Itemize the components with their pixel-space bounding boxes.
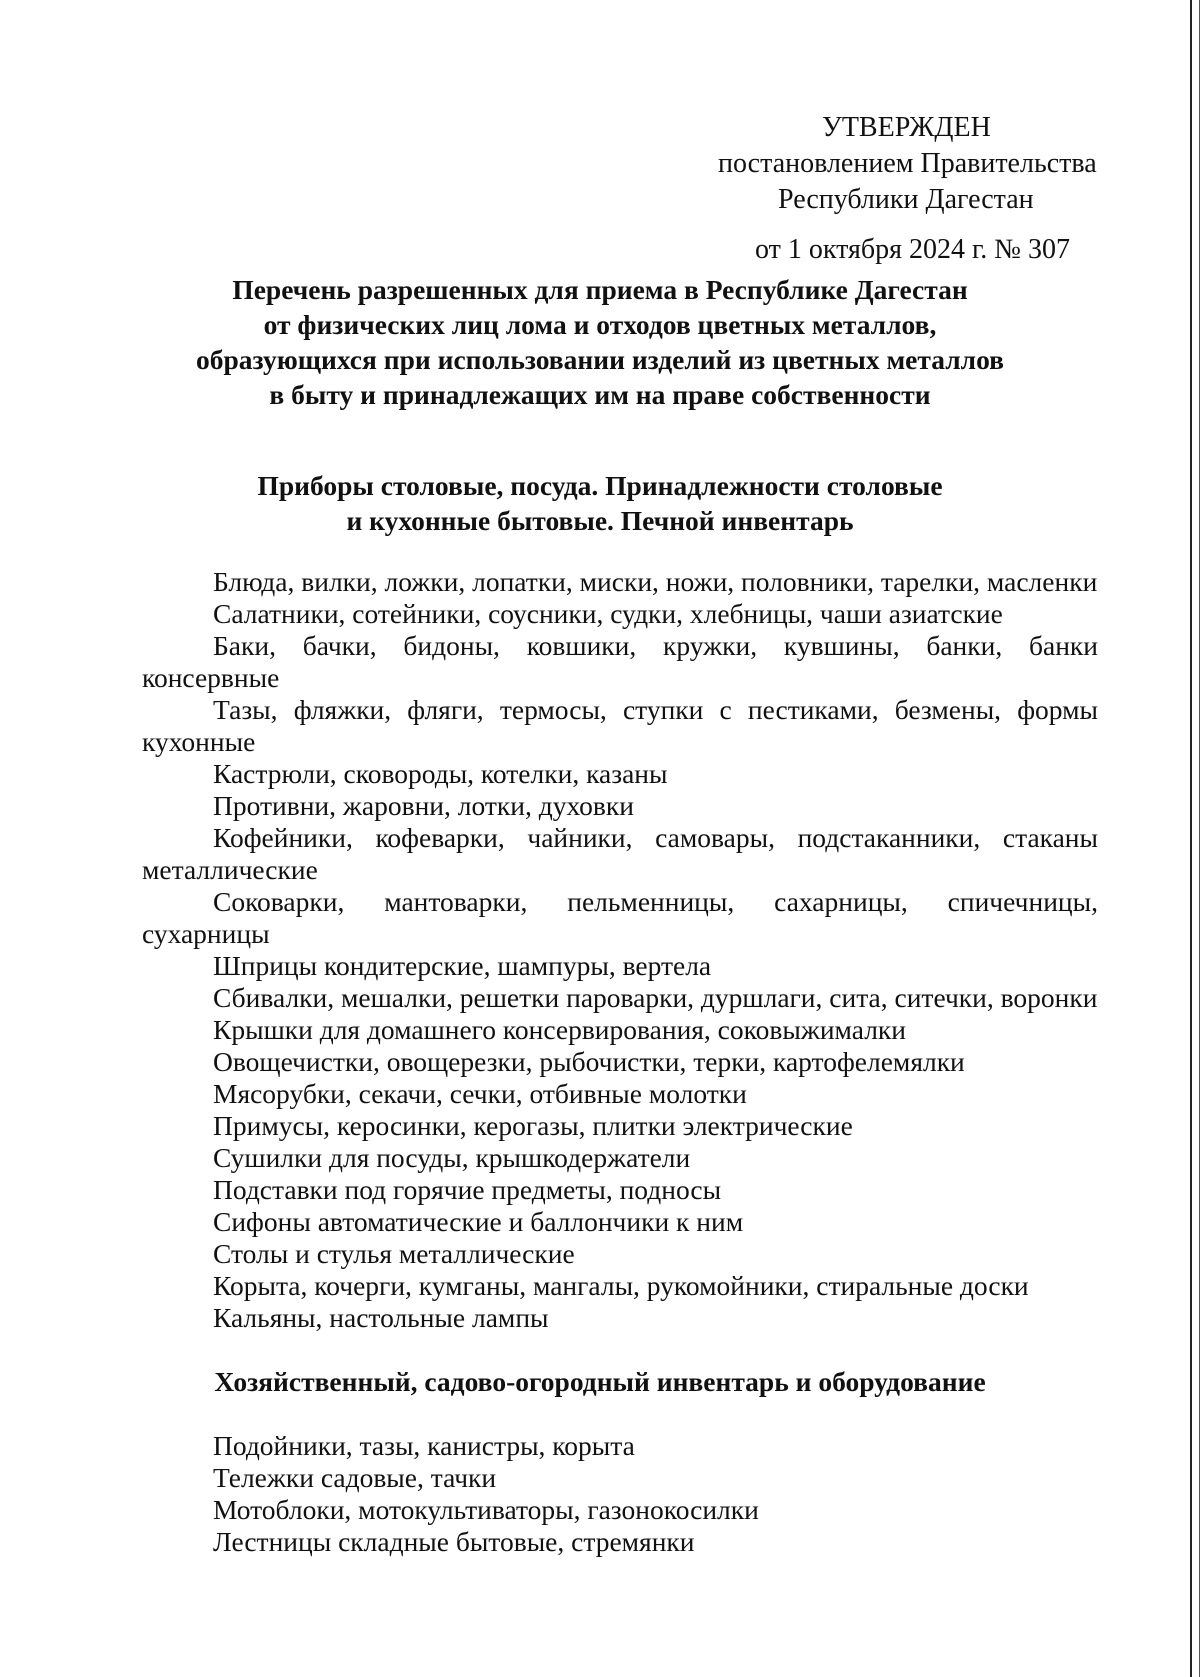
list-item: Соковарки, мантоварки, пельменницы, сахарницы, спичечницы, сухарницы (142, 886, 1098, 949)
list-item: Мясорубки, секачи, сечки, отбивные молотки (213, 1078, 747, 1109)
list-item: Корыта, кочерги, кумганы, мангалы, рукомойники, стиральные доски (213, 1270, 1029, 1301)
list-item: Салатники, сотейники, соусники, судки, хлебницы, чаши азиатские (213, 598, 1003, 629)
list-item: Сушилки для посуды, крышкодержатели (213, 1142, 691, 1173)
title-line: образующихся при использовании изделий из цветных металлов (195, 344, 1004, 375)
list-item: Подойники, тазы, канистры, корыта (213, 1430, 635, 1461)
section-item-list (142, 566, 1098, 1334)
section-heading-line: и кухонные бытовые. Печной инвентарь (346, 505, 854, 536)
list-item: Баки, бачки, бидоны, ковшики, кружки, кувшины, банки, банки консервные (142, 630, 1098, 693)
list-item: Мотоблоки, мотокультиваторы, газонокосилки (213, 1494, 759, 1525)
approval-heading: УТВЕРЖДЕН (822, 112, 991, 143)
list-item: Подставки под горячие предметы, подносы (213, 1174, 722, 1205)
list-item: Кофейники, кофеварки, чайники, самовары, подстаканники, стаканы металлические (142, 822, 1098, 885)
list-item: Шприцы кондитерские, шампуры, вертела (213, 950, 712, 981)
list-item: Крышки для домашнего консервирования, соковыжималки (213, 1014, 906, 1045)
list-item: Блюда, вилки, ложки, лопатки, миски, ножи, половники, тарелки, масленки (213, 566, 1098, 597)
approval-line: постановлением Правительства (718, 148, 1097, 179)
list-item: Сифоны автоматические и баллончики к ним (213, 1206, 744, 1237)
list-item: Противни, жаровни, лотки, духовки (213, 790, 634, 821)
document-title (120, 272, 1080, 412)
title-line: Перечень разрешенных для приема в Республике Дагестан (232, 274, 968, 305)
list-item: Примусы, керосинки, керогазы, плитки электрические (213, 1110, 853, 1141)
list-item: Кастрюли, сковороды, котелки, казаны (213, 758, 668, 789)
approval-date-number: от 1 октября 2024 г. № 307 (755, 234, 1071, 265)
section-heading (120, 1364, 1080, 1399)
list-item: Лестницы складные бытовые, стремянки (213, 1526, 695, 1557)
section-heading-line: Приборы столовые, посуда. Принадлежности столовые (257, 470, 943, 501)
list-item: Кальяны, настольные лампы (213, 1302, 549, 1333)
list-item: Тележки садовые, тачки (213, 1462, 497, 1493)
section-item-list (142, 1430, 1098, 1558)
section-heading (120, 468, 1080, 538)
title-line: в быту и принадлежащих им на праве собственности (269, 379, 931, 410)
list-item: Тазы, фляжки, фляги, термосы, ступки с пестиками, безмены, формы кухонные (142, 694, 1098, 757)
title-line: от физических лиц лома и отходов цветных металлов, (263, 309, 937, 340)
list-item: Овощечистки, овощерезки, рыбочистки, терки, картофелемялки (213, 1046, 965, 1077)
section-heading-line: Хозяйственный, садово-огородный инвентарь и оборудование (214, 1366, 986, 1397)
list-item: Сбивалки, мешалки, решетки пароварки, дуршлаги, сита, ситечки, воронки (213, 982, 1098, 1013)
scan-edge-line (1190, 0, 1192, 1677)
list-item: Столы и стулья металлические (213, 1238, 575, 1269)
approval-line: Республики Дагестан (778, 184, 1034, 215)
